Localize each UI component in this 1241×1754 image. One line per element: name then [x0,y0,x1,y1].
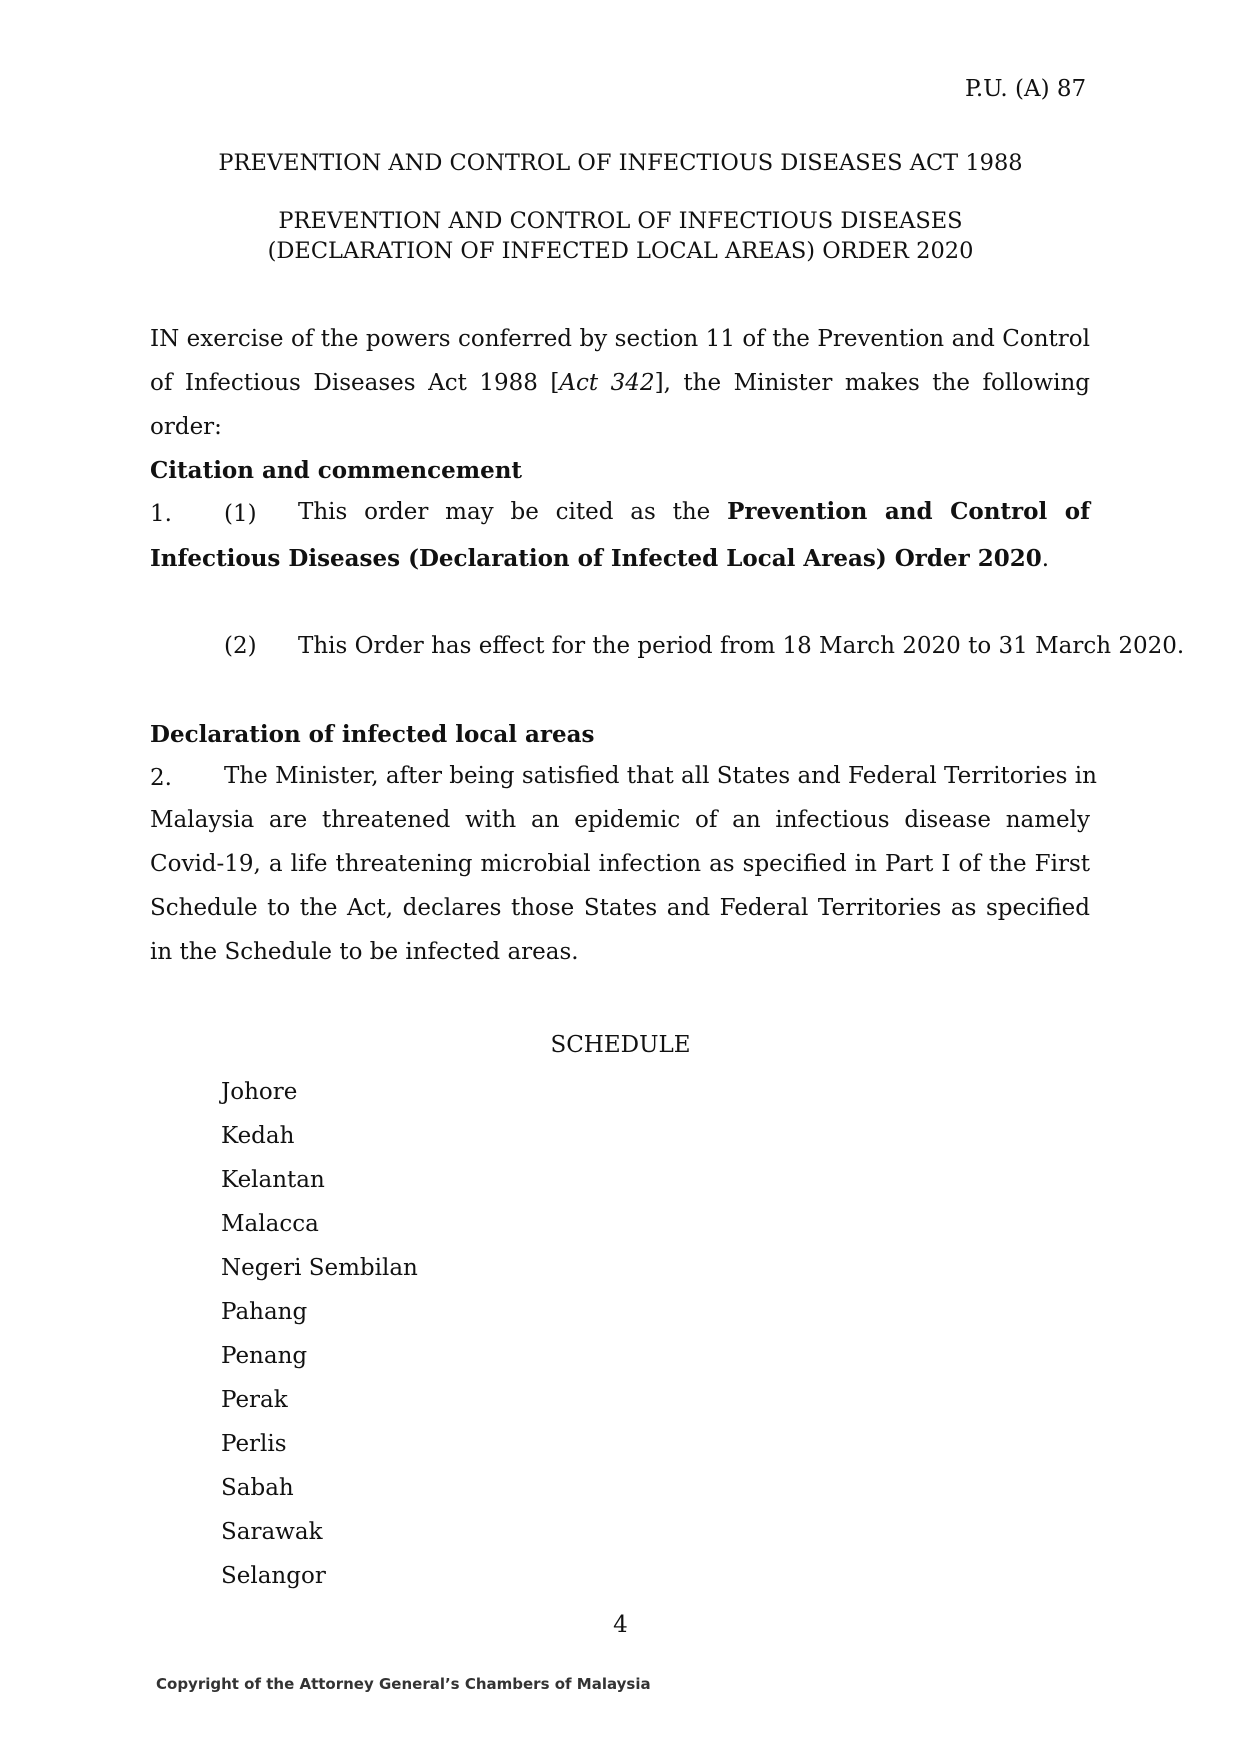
order-title-line1: PREVENTION AND CONTROL OF INFECTIOUS DISEASES [278,208,963,234]
schedule-item-penang: Penang [221,1343,308,1369]
section1-sub2-label: (2) [224,633,257,659]
order-name-part2: Infectious Diseases (Declaration of Infected Local Areas) Order 2020 [150,545,1042,572]
schedule-title: SCHEDULE [550,1032,691,1058]
schedule-item-malacca: Malacca [221,1211,319,1237]
order-name-part1: Prevention and Control of [727,498,1091,525]
schedule-item-perlis: Perlis [221,1431,287,1457]
schedule-item-sabah: Sabah [221,1475,294,1501]
section2-body: Malaysia are threatened with an epidemic of an infectious disease namely Covid-19, a life threatening microbial infection as specified in Part I of the First Schedule to the Act, declares those States and Federal Territories as specified in the Schedule to be infected areas. [150,807,1090,965]
schedule-list [221,1070,418,1598]
page-number: 4 [613,1612,628,1638]
schedule-item-perak: Perak [221,1387,288,1413]
act-title: PREVENTION AND CONTROL OF INFECTIOUS DISEASES ACT 1988 [218,150,1023,176]
section1-sub1-line1 [298,490,1090,534]
section1-number: 1. [150,501,172,527]
preamble-text-after: ], the Minister makes the following order: [150,370,1091,440]
section1-sub2-text: This Order has effect for the period from 18 March 2020 to 31 March 2020. [298,633,1185,659]
section2-first-line: The Minister, after being satisfied that all States and Federal Territories in [224,763,1097,789]
section1-sub1-label: (1) [224,501,257,527]
schedule-item-kedah: Kedah [221,1123,295,1149]
preamble-text-before: IN exercise of the powers conferred by section 11 of the Prevention and Control of Infectious Diseases Act 1988 [ [150,326,1090,396]
schedule-item-negeri-sembilan: Negeri Sembilan [221,1255,418,1281]
preamble [150,317,1090,449]
schedule-item-johore: Johore [221,1079,298,1105]
section1-heading: Citation and commencement [150,457,523,484]
section1-sub1-text: This order may be cited as the [298,499,711,525]
section2-heading: Declaration of infected local areas [150,721,595,748]
schedule-item-pahang: Pahang [221,1299,308,1325]
section1-sub1-line2 [150,545,1049,572]
section1-sub1-end: . [1041,546,1050,572]
schedule-item-sarawak: Sarawak [221,1519,323,1545]
document-reference: P.U. (A) 87 [965,76,1087,102]
schedule-item-selangor: Selangor [221,1563,326,1589]
order-title-line2: (DECLARATION OF INFECTED LOCAL AREAS) ORDER 2020 [267,238,974,264]
act-reference: Act 342 [559,370,655,396]
schedule-item-kelantan: Kelantan [221,1167,325,1193]
copyright-notice: Copyright of the Attorney General’s Chambers of Malaysia [156,1675,651,1693]
section2-number: 2. [150,765,172,791]
